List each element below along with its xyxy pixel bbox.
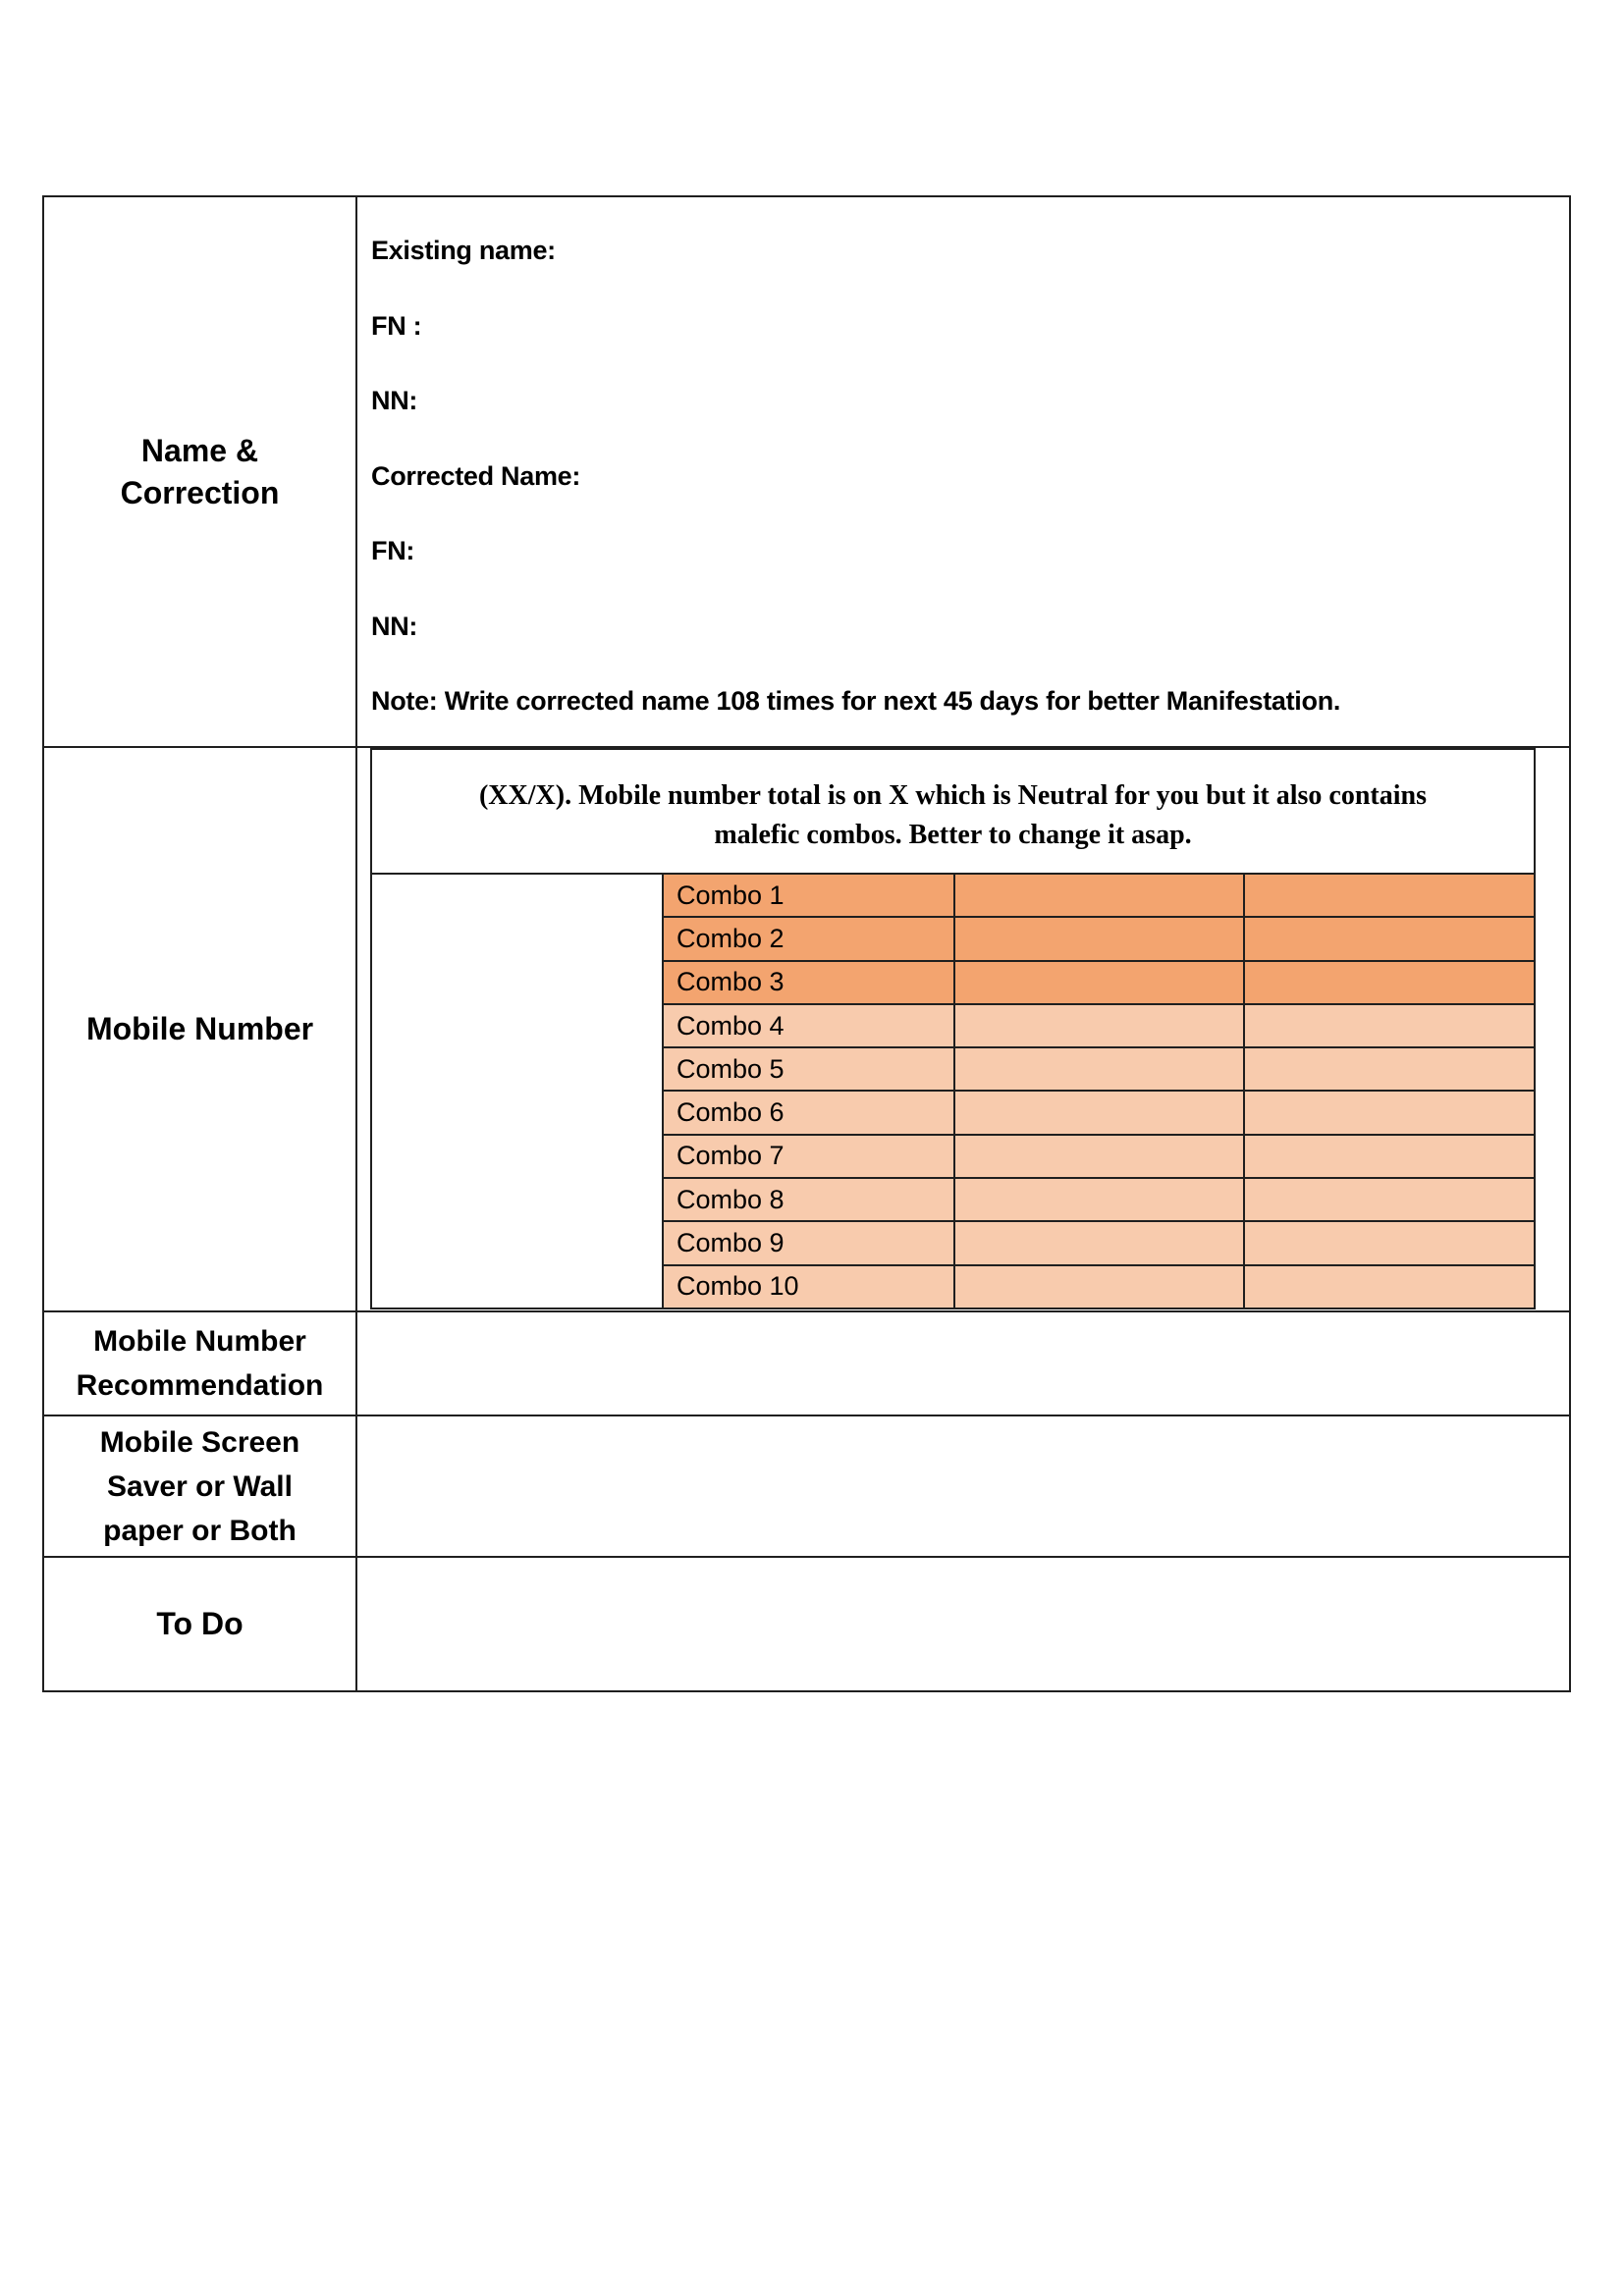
table-row — [664, 916, 1534, 959]
table-row — [664, 1090, 1534, 1133]
row-name-correction — [44, 197, 1569, 746]
name-correction-title-line2: Correction — [120, 474, 280, 510]
combo-label: Combo 4 — [664, 1005, 955, 1046]
screensaver-content-cell[interactable] — [357, 1416, 1569, 1556]
screensaver-title-line2: Saver or Wall — [107, 1469, 293, 1503]
combo-value-cell[interactable] — [955, 1179, 1245, 1220]
name-correction-title — [44, 197, 357, 746]
screensaver-title-line1: Mobile Screen — [99, 1425, 300, 1459]
name-correction-title-line1: Name & — [140, 432, 259, 468]
mobile-number-note — [372, 750, 1534, 875]
table-row — [664, 1264, 1534, 1308]
combo-value-cell[interactable] — [1245, 1222, 1534, 1263]
corrected-name-label: Corrected Name: — [371, 460, 581, 491]
combo-rows — [664, 875, 1534, 1308]
todo-title — [44, 1558, 357, 1690]
combo-value-cell[interactable] — [955, 1266, 1245, 1308]
recommendation-title-line2: Recommendation — [76, 1369, 324, 1402]
existing-nn-label: NN: — [371, 386, 418, 415]
combo-table — [370, 748, 1536, 1309]
combo-value-cell[interactable] — [1245, 1179, 1534, 1220]
table-row — [664, 875, 1534, 916]
name-correction-lines — [357, 197, 1569, 746]
combo-value-cell[interactable] — [955, 1005, 1245, 1046]
existing-fn-label: FN : — [371, 310, 422, 341]
combo-value-cell[interactable] — [955, 1092, 1245, 1133]
recommendation-title-line1: Mobile Number — [93, 1325, 306, 1358]
mobile-number-title — [44, 748, 357, 1310]
row-todo — [44, 1556, 1569, 1690]
table-row — [664, 1220, 1534, 1263]
mobile-number-note-line2: malefic combos. Better to change it asap. — [714, 819, 1192, 850]
screensaver-title — [44, 1416, 357, 1556]
corrected-nn-label: NN: — [371, 611, 418, 641]
combo-label: Combo 2 — [664, 918, 955, 959]
todo-content-cell[interactable] — [357, 1558, 1569, 1690]
combo-label: Combo 8 — [664, 1179, 955, 1220]
table-row — [664, 1134, 1534, 1177]
mobile-number-content-cell — [357, 748, 1569, 1310]
existing-name-label: Existing name: — [371, 236, 556, 265]
combo-value-cell[interactable] — [955, 1136, 1245, 1177]
combo-value-cell[interactable] — [1245, 918, 1534, 959]
combo-value-cell[interactable] — [955, 1222, 1245, 1263]
screensaver-title-line3: paper or Both — [103, 1514, 297, 1547]
table-row — [664, 1046, 1534, 1090]
combo-spacer-cell — [372, 875, 664, 1308]
combo-value-cell[interactable] — [1245, 1005, 1534, 1046]
row-screensaver — [44, 1415, 1569, 1556]
row-mobile-number-recommendation — [44, 1310, 1569, 1415]
combo-label: Combo 6 — [664, 1092, 955, 1133]
todo-title-text: To Do — [156, 1606, 244, 1641]
combo-value-cell[interactable] — [955, 875, 1245, 916]
combo-label: Combo 9 — [664, 1222, 955, 1263]
combo-label: Combo 5 — [664, 1048, 955, 1090]
recommendation-content-cell[interactable] — [357, 1312, 1569, 1415]
row-mobile-number — [44, 746, 1569, 1310]
name-correction-content-cell[interactable] — [357, 197, 1569, 746]
combo-value-cell[interactable] — [1245, 1136, 1534, 1177]
combo-value-cell[interactable] — [1245, 962, 1534, 1003]
recommendation-title — [44, 1312, 357, 1415]
combo-value-cell[interactable] — [955, 918, 1245, 959]
combo-label: Combo 3 — [664, 962, 955, 1003]
corrected-fn-label: FN: — [371, 536, 415, 565]
combo-label: Combo 10 — [664, 1266, 955, 1308]
combo-value-cell[interactable] — [955, 1048, 1245, 1090]
combo-value-cell[interactable] — [1245, 1048, 1534, 1090]
combo-table-body — [372, 875, 1534, 1308]
table-row — [664, 1177, 1534, 1220]
mobile-number-note-line1: (XX/X). Mobile number total is on X which is Neutral for you but it also contains — [478, 779, 1427, 811]
combo-value-cell[interactable] — [1245, 875, 1534, 916]
main-table — [42, 195, 1571, 1692]
combo-label: Combo 7 — [664, 1136, 955, 1177]
table-row — [664, 960, 1534, 1003]
combo-value-cell[interactable] — [1245, 1266, 1534, 1308]
table-row — [664, 1003, 1534, 1046]
manifestation-note: Note: Write corrected name 108 times for next 45 days for better Manifestation. — [371, 686, 1341, 716]
combo-value-cell[interactable] — [955, 962, 1245, 1003]
combo-value-cell[interactable] — [1245, 1092, 1534, 1133]
mobile-number-title-text: Mobile Number — [85, 1011, 314, 1046]
combo-label: Combo 1 — [664, 875, 955, 916]
